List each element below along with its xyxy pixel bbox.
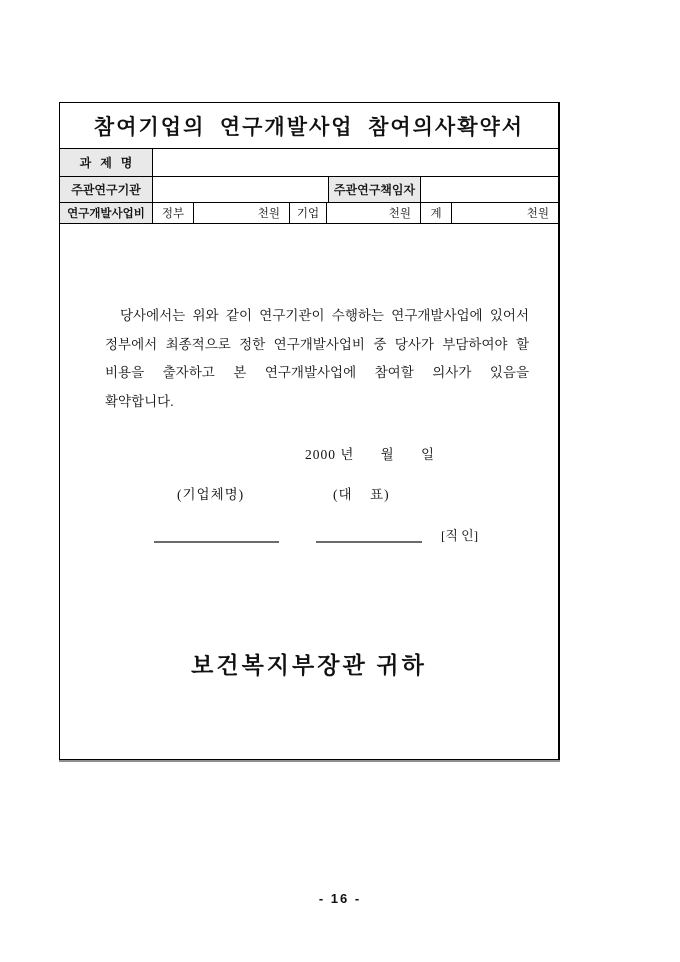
budget-label-cell: 연구개발사업비 — [60, 203, 153, 223]
date-line: 2000 년 월 일 — [305, 447, 435, 462]
budget-gov-label-cell: 정부 — [153, 203, 194, 223]
lead-researcher-value-cell — [421, 177, 558, 202]
form-title-row — [60, 103, 558, 149]
lead-researcher-label-cell: 주관연구책임자 — [329, 177, 421, 202]
company-signature-line — [154, 541, 279, 543]
page-number: - 16 - — [318, 891, 362, 906]
budget-gov-unit-cell: 천원 — [194, 203, 290, 223]
seal-label: [직 인] — [441, 528, 479, 543]
representative-signature-line — [316, 541, 422, 543]
subject-value-cell — [153, 149, 558, 176]
representative-label: (대 표) — [333, 487, 390, 502]
lead-org-label-cell: 주관연구기관 — [60, 177, 153, 202]
form-box — [59, 102, 560, 760]
budget-total-label-cell: 계 — [421, 203, 452, 223]
commitment-paragraph: 당사에서는 위와 같이 연구기관이 수행하는 연구개발사업에 있어서 정부에서 최종적으로 정한 연구개발사업비 중 당사가 부담하여야 할 비용을 출자하고 본 연구개발사업에 참여할 의사가 있음을 확약합니다. — [105, 308, 529, 409]
lead-org-row — [60, 177, 558, 203]
company-name-label: (기업체명) — [177, 487, 245, 502]
subject-label-cell: 과 제 명 — [60, 149, 153, 176]
lead-org-value-cell — [153, 177, 329, 202]
budget-total-unit-cell: 천원 — [452, 203, 558, 223]
subject-row — [60, 149, 558, 177]
budget-row — [60, 203, 558, 224]
budget-company-label-cell: 기업 — [290, 203, 327, 223]
form-title: 참여기업의 연구개발사업 참여의사확약서 — [93, 114, 525, 139]
recipient-line: 보건복지부장관 귀하 — [191, 653, 427, 678]
budget-company-unit-cell: 천원 — [327, 203, 421, 223]
